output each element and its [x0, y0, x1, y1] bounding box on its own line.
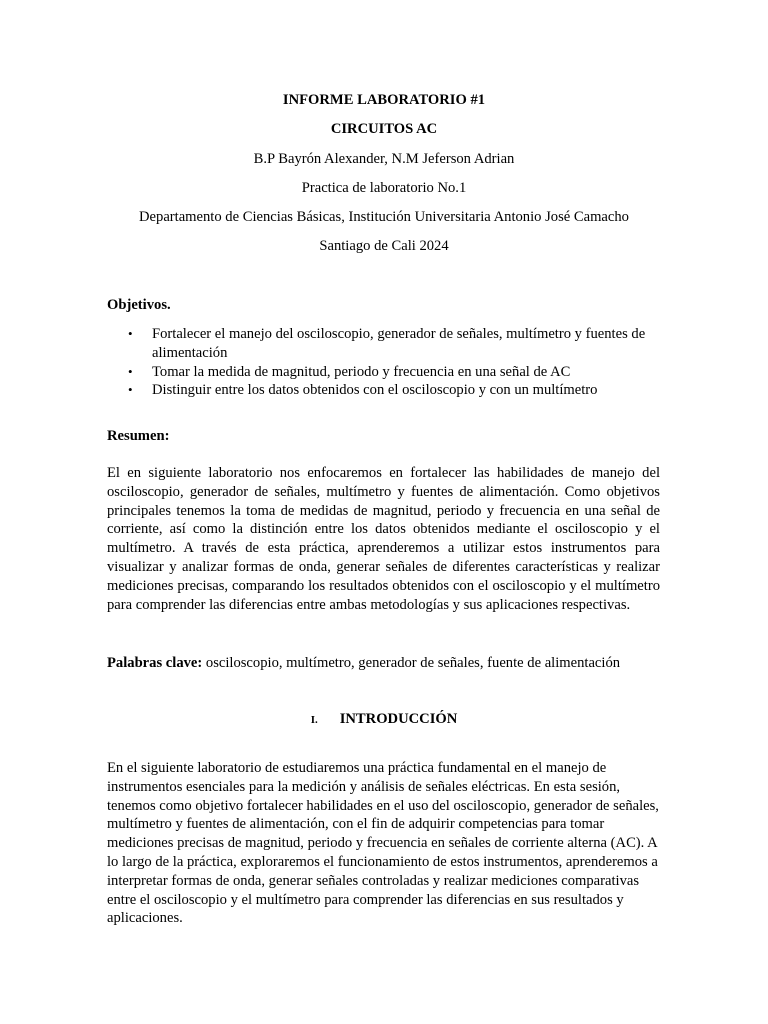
section-number: I. [310, 714, 318, 726]
report-title: INFORME LABORATORIO #1 [282, 92, 486, 108]
section-title: INTRODUCCIÓN [339, 711, 458, 727]
objective-text: Fortalecer el manejo del osciloscopio, generador de señales, multímetro y fuentes de alimentación [152, 326, 646, 361]
section-heading [0, 710, 768, 730]
bullet-icon: • [128, 382, 133, 398]
keywords-label: Palabras clave: [107, 655, 203, 671]
department-line: Departamento de Ciencias Básicas, Institución Universitaria Antonio José Camacho [139, 209, 629, 225]
report-subtitle: CIRCUITOS AC [330, 121, 438, 137]
list-item [107, 325, 660, 363]
keywords-text: osciloscopio, multímetro, generador de señales, fuente de alimentación [202, 655, 621, 671]
objective-text: Distinguir entre los datos obtenidos con el osciloscopio y con un multímetro [152, 382, 598, 399]
list-item [107, 363, 660, 382]
objectives-heading: Objetivos. [107, 297, 171, 313]
bullet-icon: • [128, 326, 133, 341]
place-date-line: Santiago de Cali 2024 [319, 238, 449, 254]
keywords-line [107, 654, 660, 673]
objectives-list [107, 325, 660, 400]
practice-line: Practica de laboratorio No.1 [301, 180, 467, 196]
list-item [107, 381, 660, 400]
bullet-icon: • [128, 363, 133, 379]
introduction-paragraph: En el siguiente laboratorio de estudiaremos una práctica fundamental en el manejo de instrumentos esenciales para la medición y análisis de señales eléctricas. En esta sesión, tenemos como objetivo fortalecer habilidades en el uso del osciloscopio, generador de señales, multímetro y fuentes de alimentación, con el fin de adquirir competencias para tomar mediciones precisas de magnitud, periodo y frecuencia en señales de corriente alterna (AC). A lo largo de la práctica, exploraremos el funcionamiento de estos instrumentos, aprenderemos a interpretar formas de onda, generar señales controladas y realizar mediciones comparativas entre el osciloscopio y el multímetro para comprender las diferencias en sus resultados y aplicaciones. [107, 760, 659, 927]
authors-line: B.P Bayrón Alexander, N.M Jeferson Adrian [253, 151, 515, 167]
summary-paragraph: El en siguiente laboratorio nos enfocaremos en fortalecer las habilidades de manejo del osciloscopio, generador de señales, multímetro y fuentes de alimentación. Como objetivos principales tenemos la toma de medidas de magnitud, periodo y frecuencia en una señal de corriente, así como la distinción entre los datos obtenidos mediante el osciloscopio y el multímetro. A través de esta práctica, aprenderemos a utilizar estos instrumentos para visualizar y analizar formas de onda, generar señales de diferentes características y realizar mediciones precisas, comparando los resultados obtenidos con el osciloscopio y el multímetro para comprender las diferencias entre ambas metodologías y sus aplicaciones respectivas. [107, 465, 660, 613]
objective-text: Tomar la medida de magnitud, periodo y frecuencia en una señal de AC [152, 363, 571, 380]
summary-heading: Resumen: [107, 428, 170, 444]
